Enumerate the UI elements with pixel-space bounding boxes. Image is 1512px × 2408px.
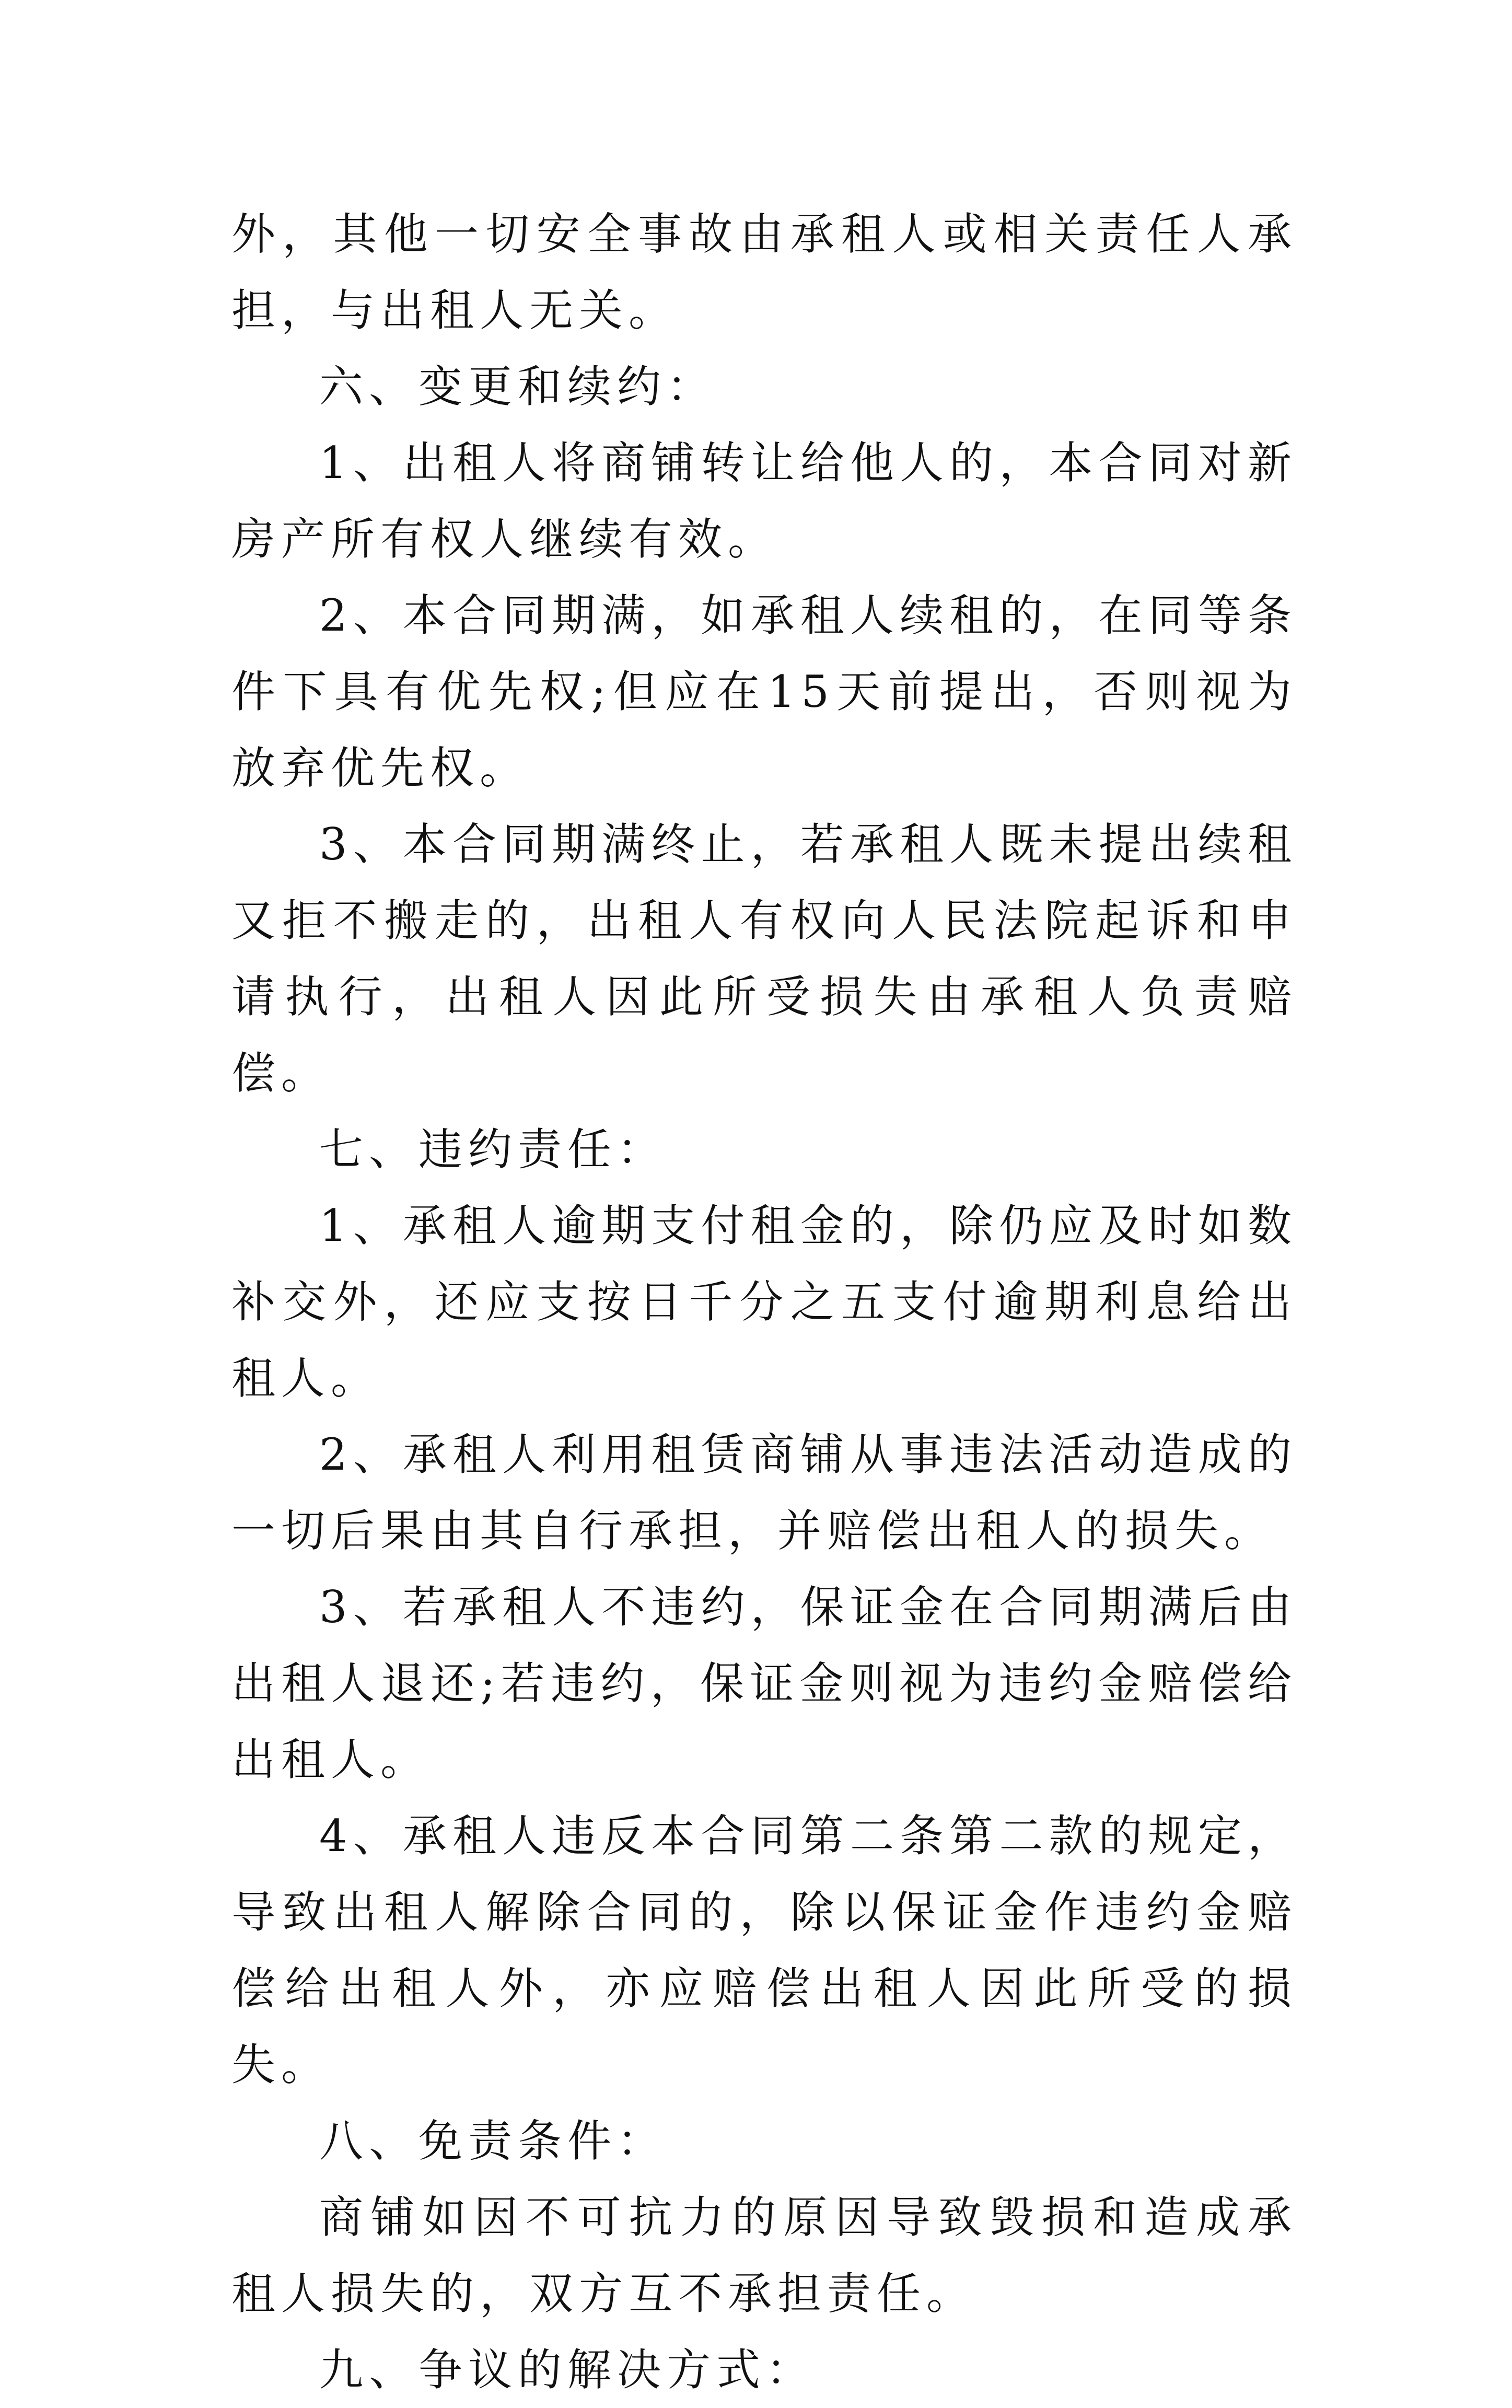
clause-6-1: 1、出租人将商铺转让给他人的，本合同对新房产所有权人继续有效。 (231, 437, 1297, 565)
document-body (231, 196, 1297, 2408)
clause-8-body: 商铺如因不可抗力的原因导致毁损和造成承租人损失的，双方互不承担责任。 (231, 2192, 1297, 2319)
section-heading-7: 七、违约责任： (319, 1124, 667, 1175)
clause-6-3: 3、本合同期满终止，若承租人既未提出续租又拒不搬走的，出租人有权向人民法院起诉和申请执行，出租人因此所受损失由承租人负责赔偿。 (231, 819, 1297, 1099)
section-heading-6: 六、变更和续约： (319, 361, 717, 412)
section-heading-9: 九、争议的解决方式： (319, 2344, 816, 2395)
clause-7-3: 3、若承租人不违约，保证金在合同期满后由出租人退还;若违约，保证金则视为违约金赔偿给出租人。 (231, 1581, 1297, 1785)
paragraph-continuation: 外，其他一切安全事故由承租人或相关责任人承担，与出租人无关。 (231, 208, 1297, 336)
clause-7-4: 4、承租人违反本合同第二条第二款的规定，导致出租人解除合同的，除以保证金作违约金赔偿给出租人外，亦应赔偿出租人因此所受的损失。 (231, 1810, 1297, 2090)
section-heading-8: 八、免责条件： (319, 2115, 667, 2167)
clause-6-2: 2、本合同期满，如承租人续租的，在同等条件下具有优先权;但应在15天前提出，否则视为放弃优先权。 (231, 590, 1297, 794)
clause-7-2: 2、承租人利用租赁商铺从事违法活动造成的一切后果由其自行承担，并赔偿出租人的损失。 (231, 1429, 1297, 1556)
clause-7-1: 1、承租人逾期支付租金的，除仍应及时如数补交外，还应支按日千分之五支付逾期利息给出租人。 (231, 1200, 1297, 1404)
